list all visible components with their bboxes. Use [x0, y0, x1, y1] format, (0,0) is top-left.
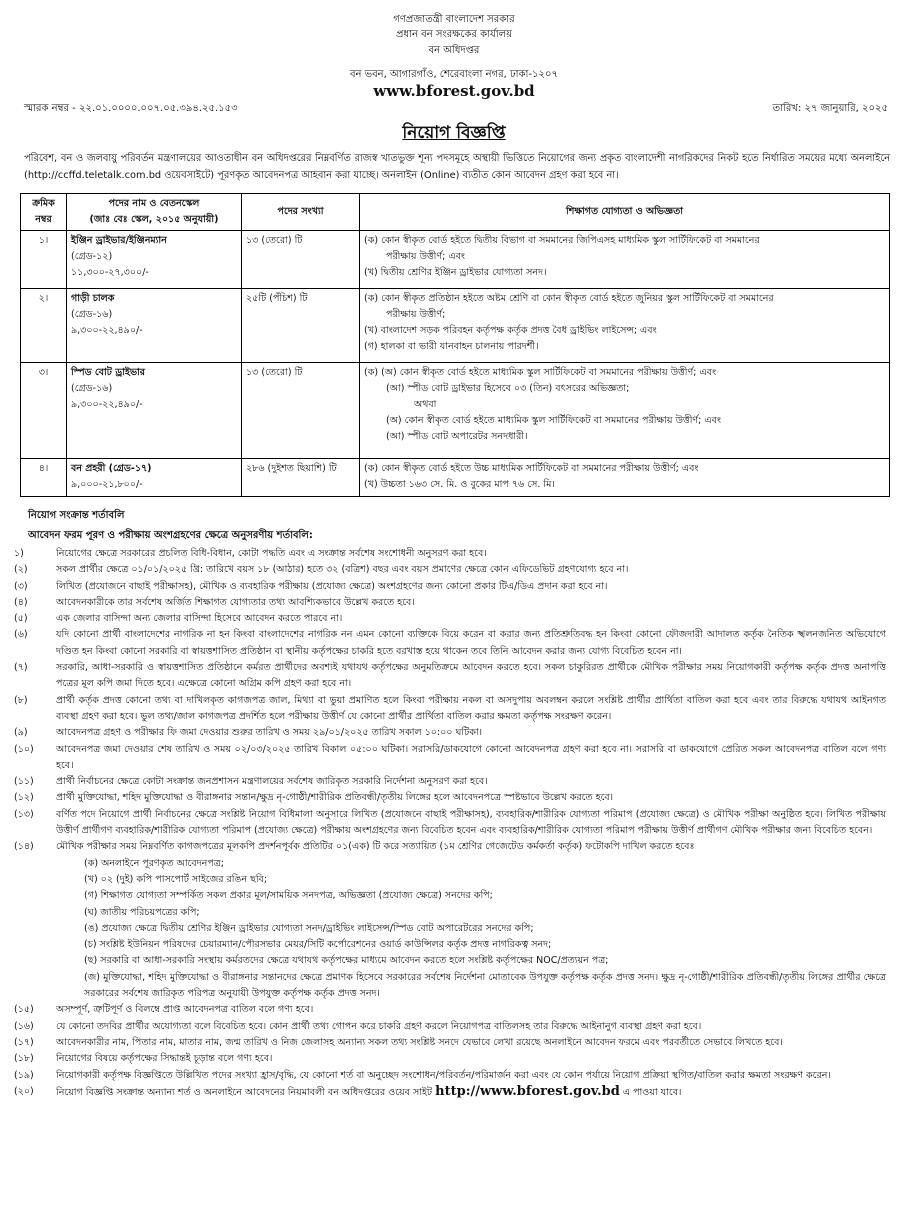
row-count: ১৩ (তেরো) টি	[242, 231, 360, 289]
document-item: (গ) শিক্ষাগত যোগ্যতা সম্পর্কিত সকল প্রকার মূল/সাময়িক সনদপত্র, অভিজ্ঞতা (প্রযোজ্য ক্ষেত্রে) সনদের কপি;	[84, 890, 493, 902]
list-item	[0, 1002, 890, 1018]
post-name: স্পিড বোট ড্রাইভার	[71, 367, 146, 378]
qualification-line: (ক) কোন স্বীকৃত বোর্ড হইতে দ্বিতীয় বিভাগ বা সমমানের জিপিএসহ মাধ্যমিক স্কুল সার্টিফিকেট বা সমমানের	[364, 235, 760, 246]
row-serial: ৪।	[21, 459, 67, 497]
conditions-subheading: আবেদন ফরম পূরণ ও পরীক্ষায় অংশগ্রহণের ক্ষেত্রে অনুসরণীয় শর্তাবলি:	[28, 530, 313, 541]
table-header-row	[21, 194, 890, 231]
post-scale: ৯,৩০০-২২,৪৯০/-	[71, 325, 143, 336]
list-item	[0, 595, 890, 611]
row-qualification	[360, 459, 890, 497]
item-number: (২০)	[14, 1085, 34, 1097]
item-number: ১)	[14, 548, 24, 559]
item-text: আবেদনপত্র জমা দেওয়ার শেষ তারিখ ও সময় ০২/০৩/২০২৫ তারিখ বিকাল ০৫:০০ ঘটিকা। সরাসরি/ডাকযোগে কোনো আবেদনপত্র গ্রহণ করা হবে না। সরাসরি বা ডাকযোগে প্রেরিত সকল আবেদনপত্র বাতিল বলে গণ্য হবে।	[56, 743, 886, 771]
item-number: (১৪)	[14, 841, 34, 853]
item-number: (১৮)	[14, 1053, 34, 1065]
item-text: আবেদনকারীর নাম, পিতার নাম, মাতার নাম, জন্ম তারিখ ও নিজ জেলাসহ অন্যান্য সকল তথ্য সংশ্লিষ্ট সনদে যেভাবে লেখা রয়েছে অনলাইনে আবেদন ফরমে এবং পরবর্তীতে সেভাবে লিখতে হবে।	[56, 1036, 783, 1048]
list-item	[0, 742, 890, 775]
item-text: আবেদনপত্র গ্রহণ ও পরীক্ষার ফি জমা দেওয়ার শুরুর তারিখ ও সময় ২৯/০১/২০২৫ তারিখ সকাল ১০:০০ ঘটিকা।	[56, 727, 483, 739]
row-serial: ১।	[21, 231, 67, 289]
list-item	[0, 1051, 890, 1067]
qualification-line: (অ) কোন স্বীকৃত বোর্ড হইতে মাধ্যমিক স্কুল সার্টিফিকেট বা সমমানের পরীক্ষায় উত্তীর্ণ; এবং	[386, 415, 721, 426]
item-text: অসম্পূর্ণ, ত্রুটিপূর্ণ ও বিলম্বে প্রাপ্ত আবেদনপত্র বাতিল বলে গণ্য হবে।	[56, 1004, 314, 1016]
qualification-line: অথবা	[414, 399, 437, 410]
document-item: (ক) অনলাইনে পূরণকৃত আবেদনপত্র;	[84, 857, 224, 869]
item-number: (৫)	[14, 613, 28, 625]
row-post	[67, 289, 242, 363]
qualification-line: পরীক্ষায় উত্তীর্ণ;	[386, 309, 446, 320]
row-post	[67, 363, 242, 459]
item-number: (৬)	[14, 629, 28, 641]
list-item	[0, 1019, 890, 1035]
row-qualification	[360, 231, 890, 289]
qualification-line: পরীক্ষায় উত্তীর্ণ; এবং	[386, 251, 465, 262]
department-name: বন অধিদপ্তর	[428, 45, 480, 56]
header-post-sub: (জাঃ বেঃ স্কেল, ২০১৫ অনুযায়ী)	[89, 214, 219, 225]
row-qualification	[360, 363, 890, 459]
header-qualification: শিক্ষাগত যোগ্যতা ও অভিজ্ঞতা	[360, 194, 890, 231]
table-row	[21, 289, 890, 363]
row-count: ২৮৬ (দুইশত ছিয়াশি) টি	[242, 459, 360, 497]
item-number: (৯)	[14, 727, 28, 739]
memo-number: স্মারক নম্বর - ২২.০১.০০০০.০০৭.০৫.৩৯৪.২৫.১৫৩	[24, 103, 238, 114]
item-text: বর্ণিত পদে নিয়োগে প্রার্থী নির্বাচনের ক্ষেত্রে সংশ্লিষ্ট নিয়োগ বিধিমালা অনুসারে লিখিত (প্রযোজনে বাছাই পরীক্ষাসহ), ব্যবহারিক/শারীরিক যোগ্যতা পরিমাপ (প্রযোজ্য ক্ষেত্রে) ও মৌখিক পরীক্ষা অনুষ্ঠিত হবে। লিখিত পরীক্ষায় উত্তীর্ণ প্রার্থীগণ ব্যবহারিক/শারীরিক যোগ্যতা পরিমাপ (প্রযোজ্য ক্ষেত্রে) পরীক্ষায় অংশগ্রহণের জন্য বিবেচিত হবেন এবং ব্যবহারিক/শারীরিক যোগ্যতা পরিমাপ পরীক্ষায় উত্তীর্ণ প্রার্থীগণ মৌখিক পরীক্ষার জন্য বিবেচিত হবেন।	[56, 808, 886, 837]
item-number: (২)	[14, 564, 28, 576]
post-grade: (গ্রেড-১৬)	[71, 383, 113, 394]
qualification-line: (খ) বাংলাদেশ সড়ক পরিবহন কর্তৃপক্ষ কর্তৃক প্রদত্ত বৈধ ড্রাইভিং লাইসেন্স; এবং	[364, 325, 657, 336]
table-row	[21, 363, 890, 459]
item-number: (১৬)	[14, 1020, 34, 1032]
item-text: এক জেলার বাসিন্দা অন্য জেলার বাসিন্দা হিসেবে আবেদন করতে পারবে না।	[56, 613, 343, 625]
header-website: www.bforest.gov.bd	[373, 82, 535, 100]
list-item	[0, 660, 890, 693]
item-text: নিয়োগ বিজ্ঞপ্তি সংক্রান্ত অন্যান্য শর্ত ও অনলাইনে আবেদনের নিয়মাবলী বন অধিদপ্তরের ওয়েব সাইট	[56, 1086, 436, 1098]
row-count: ২৫টি (পঁচিশ) টি	[242, 289, 360, 363]
item-number: (১৯)	[14, 1069, 34, 1081]
post-name: বন প্রহরী (গ্রেড-১৭)	[71, 463, 152, 474]
row-post	[67, 459, 242, 497]
office-name: প্রধান বন সংরক্ষকের কার্যালয়	[396, 29, 512, 40]
item-number: (৮)	[14, 694, 28, 706]
post-scale: ৯,৩০০-২২,৪৯০/-	[71, 399, 143, 410]
post-scale: ৯,০০০-২১,৮০০/-	[71, 479, 143, 490]
list-item	[0, 1068, 890, 1084]
row-serial: ২।	[21, 289, 67, 363]
document-item: (চ) সংশ্লিষ্ট ইউনিয়ন পরিষদের চেয়ারম্যান/পৌরসভার মেয়র/সিটি কর্পোরেশনের ওয়ার্ড কাউন্সিলর কর্তৃক প্রদত্ত নাগরিকত্ব সনদ;	[84, 939, 552, 951]
intro-paragraph: পরিবেশ, বন ও জলবায়ু পরিবর্তন মন্ত্রণালয়ের আওতাধীন বন অধিদপ্তরের নিম্নবর্ণিত রাজস্ব খাতভুক্ত শূন্য পদসমূহে অস্থায়ী ভিত্তিতে নিয়োগের জন্য প্রকৃত বাংলাদেশী নাগরিকদের নিকট হতে নির্ধারিত সময়ের মধ্যে অনলাইনে (http://ccffd.teletalk.com.bd ওয়েবসাইটে) পূরণকৃত আবেদনপত্র আহবান করা যাচ্ছে। অনলাইন (Online) ব্যতীত কোন আবেদন গ্রহণ করা হবে না।	[24, 153, 890, 181]
item-number: (৩)	[14, 580, 28, 592]
row-post	[67, 231, 242, 289]
item-text: প্রার্থী কর্তৃক প্রদত্ত কোনো তথ্য বা দাখিলকৃত কাগজপত্র জাল, মিথ্যা বা ভুয়া প্রমাণিত হলে কিংবা পরীক্ষায় নকল বা অসদুপায় অবলম্বন করলে সংশ্লিষ্ট প্রার্থীর প্রার্থিতা বাতিল করা হবে এবং তার বিরুদ্ধে যথাযথ আইনগত ব্যবস্থা গ্রহণ করা হবে। ভুল তথ্য/জাল কাগজপত্র প্রদর্শিত হলে পরীক্ষায় উত্তীর্ণ যে কোনো প্রার্থীর প্রার্থিতা বাতিল করার ক্ষমতা কর্তৃপক্ষ সংরক্ষণ করেন।	[56, 694, 886, 722]
post-name: ইঞ্জিন ড্রাইভার/ইঞ্জিনম্যান	[71, 235, 167, 246]
list-item	[0, 839, 890, 855]
item-number: (১৭)	[14, 1036, 34, 1048]
memo-date: তারিখ: ২৭ জানুয়ারি, ২০২৫	[772, 103, 888, 114]
header-serial: ক্রমিক নম্বর	[21, 194, 67, 231]
qualification-line: (আ) স্পীড বোট ড্রাইভার হিসেবে ০৩ (তিন) বৎসরের অভিজ্ঞতা;	[386, 383, 630, 394]
document-item: (ঙ) প্রযোজ্য ক্ষেত্রে দ্বিতীয় শ্রেণির ইঞ্জিন ড্রাইভার যোগ্যতা সনদ/ড্রাইভিং লাইসেন্স/স্পিড বোট অপারেটরের সনদের কপি;	[84, 922, 534, 934]
row-qualification	[360, 289, 890, 363]
list-item	[0, 611, 890, 627]
item-number: (১১)	[14, 776, 34, 788]
item-number: (৭)	[14, 662, 28, 674]
table-row	[21, 459, 890, 497]
office-address: বন ভবন, আগারগাঁও, শেরেবাংলা নগর, ঢাকা-১২০৭	[349, 69, 559, 80]
row-count: ১৩ (তেরো) টি	[242, 363, 360, 459]
list-item	[0, 546, 890, 562]
item-text: প্রার্থী মুক্তিযোদ্ধা, শহিদ মুক্তিযোদ্ধা ও বীরাঙ্গনার সন্তান/ক্ষুদ্র নৃ-গোষ্ঠী/শারীরিক প্রতিবন্ধী/তৃতীয় লিঙ্গের হলে আবেদনপত্রে স্পষ্টভাবে উল্লেখ করতে হবে।	[56, 792, 614, 804]
item-text: সকল প্রার্থীর ক্ষেত্রে ০১/০১/২০২৫ খ্রি: তারিখে বয়স ১৮ (আঠার) হতে ৩২ (বত্রিশ) বছর এবং বয়স প্রমাণের ক্ষেত্রে কোন এফিডেভিট গ্রহণযোগ্য হবে না।	[56, 564, 629, 576]
item-number: (১৫)	[14, 1004, 34, 1016]
item-text: সরকারি, আধা-সরকারি ও স্বায়ত্তশাসিত প্রতিষ্ঠানে কর্মরত প্রার্থীদের অবশ্যই যথাযথ কর্তৃপক্ষের অনুমতিক্রমে আবেদন করতে হবে। সকল চাকুরিরত প্রার্থীকে মৌখিক পরীক্ষার সময় নিয়োগকারী কর্তৃপক্ষ কর্তৃক প্রদত্ত অনাপত্তি পত্রের মূল কপি জমা দিতে হবে। এক্ষেত্রে কোনো অগ্রিম কপি গ্রহণ করা হবে না।	[56, 662, 886, 690]
list-item	[0, 725, 890, 741]
list-item	[0, 807, 890, 840]
list-item	[0, 627, 890, 660]
conditions-heading: নিয়োগ সংক্রান্ত শর্তাবলি	[28, 510, 125, 521]
footer-website-link[interactable]: http://www.bforest.gov.bd	[435, 1083, 620, 1099]
item-number: (১২)	[14, 792, 34, 804]
item-text: প্রার্থী নির্বাচনের ক্ষেত্রে কোটা সংক্রান্ত জনপ্রশাসন মন্ত্রণালয়ের সর্বশেষ জারিকৃত সরকারি নির্দেশনা অনুসরণ করা হবে।	[56, 776, 488, 788]
title-text: নিয়োগ বিজ্ঞপ্তি	[402, 123, 506, 143]
document-item: (জ) মুক্তিযোদ্ধা, শহিদ মুক্তিযোদ্ধা ও বীরাঙ্গনার সন্তানদের ক্ষেত্রে প্রমাণক হিসেবে সরকারের সর্বশেষ নির্দেশনা মোতাবেক উপযুক্ত কর্তৃপক্ষ কর্তৃক প্রদত্ত সনদ। ক্ষুদ্র নৃ-গোষ্ঠী/শারীরিক প্রতিবন্ধী/তৃতীয় লিঙ্গের প্রার্থীর ক্ষেত্রে সরকারের সর্বশেষ জারিকৃত পরিপত্র অনুযায়ী উপযুক্ত কর্তৃপক্ষ কর্তৃক প্রদত্ত সনদ।	[84, 971, 886, 1000]
document-item: (ঘ) জাতীয় পরিচয়পত্রের কপি;	[84, 906, 200, 918]
list-item	[0, 579, 890, 595]
post-scale: ১১,৩০০-২৭,৩০০/-	[71, 267, 149, 278]
qualification-line: (আ) স্পীড বোট অপারেটর সনদধারী।	[386, 431, 528, 442]
post-grade: (গ্রেড-১২)	[71, 251, 113, 262]
item-text: নিয়োগের বিষয়ে কর্তৃপক্ষের সিদ্ধান্তই চূড়ান্ত বলে গণ্য হবে।	[56, 1053, 273, 1065]
item-text: লিখিত (প্রযোজনে বাছাই পরীক্ষাসহ), মৌখিক ও ব্যবহারিক পরীক্ষায় (প্রযোজ্য ক্ষেত্রে) অংশগ্রহণের জন্য কোনো প্রকার টিএ/ডিএ প্রদান করা হবে না।	[56, 580, 608, 592]
header-post-label: পদের নাম ও বেতনস্কেল	[108, 198, 200, 209]
header-post	[67, 194, 242, 231]
list-item	[0, 790, 890, 806]
govt-name: গণপ্রজাতন্ত্রী বাংলাদেশ সরকার	[393, 14, 515, 25]
list-item	[0, 1035, 890, 1051]
item-text: যদি কোনো প্রার্থী বাংলাদেশের নাগরিক না হন কিংবা বাংলাদেশের নাগরিক নন এমন কোনো ব্যক্তিকে বিয়ে করেন বা করার জন্য প্রতিশ্রুতিবদ্ধ হন কিংবা কোনো ফৌজদারী আদালত কর্তৃক নৈতিক স্খলনজনিত অভিযোগে দণ্ডিত হন কিংবা কোনো সরকারি বা স্বায়ত্তশাসিত প্রতিষ্ঠান বা স্থানীয় কর্তৃপক্ষের চাকরি হতে বরখাস্ত হয়ে থাকেন তবে তিনি আবেদন করার জন্য যোগ্য বিবেচিত হবেন না।	[56, 629, 886, 657]
item-text: যে কোনো তদবির প্রার্থীর অযোগ্যতা বলে বিবেচিত হবে। কোন প্রার্থী তথ্য গোপন করে চাকরি গ্রহণ করলে নিয়োগপত্র বাতিলসহ তার বিরুদ্ধে আইনানুগ ব্যবস্থা গ্রহণ করা হবে।	[56, 1020, 702, 1032]
post-grade: (গ্রেড-১৬)	[71, 309, 113, 320]
header-count: পদের সংখ্যা	[242, 194, 360, 231]
item-number: (৪)	[14, 596, 28, 608]
document-item: (ছ) সরকারি বা আধা-সরকারি সংস্থায় কর্মরতদের ক্ষেত্রে যথাযথ কর্তৃপক্ষের মাধ্যমে আবেদন করতে হলে সংশ্লিষ্ট কর্তৃপক্ষের NOC/প্রত্যয়ন পত্র;	[84, 955, 609, 967]
page-title	[0, 120, 908, 148]
list-item	[0, 1084, 890, 1101]
item-text-end: এ পাওয়া যাবে।	[619, 1086, 682, 1098]
row-serial: ৩।	[21, 363, 67, 459]
item-number: (১০)	[14, 743, 34, 755]
list-item	[0, 562, 890, 578]
item-text: নিয়োগকারী কর্তৃপক্ষ বিজ্ঞপ্তিতে উল্লিখিত পদের সংখ্যা হ্রাস/বৃদ্ধি, যে কোনো শর্ত বা অনুচ্ছেদ সংশোধন/পরিবর্তন/পরিমার্জন করা এবং যে কোন পর্যায়ে নিয়োগ প্রক্রিয়া স্থগিত/বাতিল করার ক্ষমতা সংরক্ষণ করেন।	[56, 1069, 831, 1081]
item-text: নিয়োগের ক্ষেত্রে সরকারের প্রচলিত বিধি-বিধান, কোটা পদ্ধতি এবং এ সংক্রান্ত সর্বশেষ সংশোধনী অনুসরণ করা হবে।	[56, 548, 487, 559]
qualification-line: (খ) দ্বিতীয় শ্রেণির ইঞ্জিন ড্রাইভার যোগ্যতা সনদ।	[364, 267, 547, 278]
document-item: (খ) ০২ (দুই) কপি পাসপোর্ট সাইজের রঙিন ছবি;	[84, 873, 268, 885]
table-row	[21, 231, 890, 289]
item-number: (১৩)	[14, 808, 34, 820]
qualification-line: (খ) উচ্চতা ১৬৩ সে. মি. ও বুকের মাপ ৭৬ সে. মি।	[364, 479, 555, 490]
qualification-line: (ক) কোন স্বীকৃত বোর্ড হইতে উচ্চ মাধ্যমিক সার্টিফিকেট বা সমমানের পরীক্ষায় উত্তীর্ণ; এবং	[364, 463, 699, 474]
post-name: গাড়ী চালক	[71, 293, 115, 304]
conditions-list	[0, 546, 890, 1101]
list-item	[0, 693, 890, 726]
qualification-line: (ক) (অ) কোন স্বীকৃত বোর্ড হইতে মাধ্যমিক স্কুল সার্টিফিকেট বা সমমানের পরীক্ষায় উত্তীর্ণ; এবং	[364, 367, 717, 378]
qualification-line: (গ) হালকা বা ভারী যানবাহন চালনায় পারদর্শী।	[364, 341, 539, 352]
posts-table	[20, 193, 890, 497]
qualification-line: (ক) কোন স্বীকৃত প্রতিষ্ঠান হইতে অষ্টম শ্রেণি বা কোন স্বীকৃত বোর্ড হইতে জুনিয়র স্কুল সার্টিফিকেট বা সমমানের	[364, 293, 774, 304]
list-item	[0, 774, 890, 790]
item-text: মৌখিক পরীক্ষার সময় নিম্নবর্ণিত কাগজপত্রের মূলকপি প্রদর্শনপূর্বক প্রতিটির ০১(এক) টি করে সত্যায়িত (১ম শ্রেণির গেজেটেড কর্মকর্তা কর্তৃক) ফটোকপি দাখিল করতে হবেঃ	[56, 841, 695, 853]
item-text: আবেদনকারীকে তার সর্বশেষ অর্জিত শিক্ষাগত যোগ্যতার তথ্য আবশ্যিকভাবে উল্লেখ করতে হবে।	[56, 596, 415, 608]
